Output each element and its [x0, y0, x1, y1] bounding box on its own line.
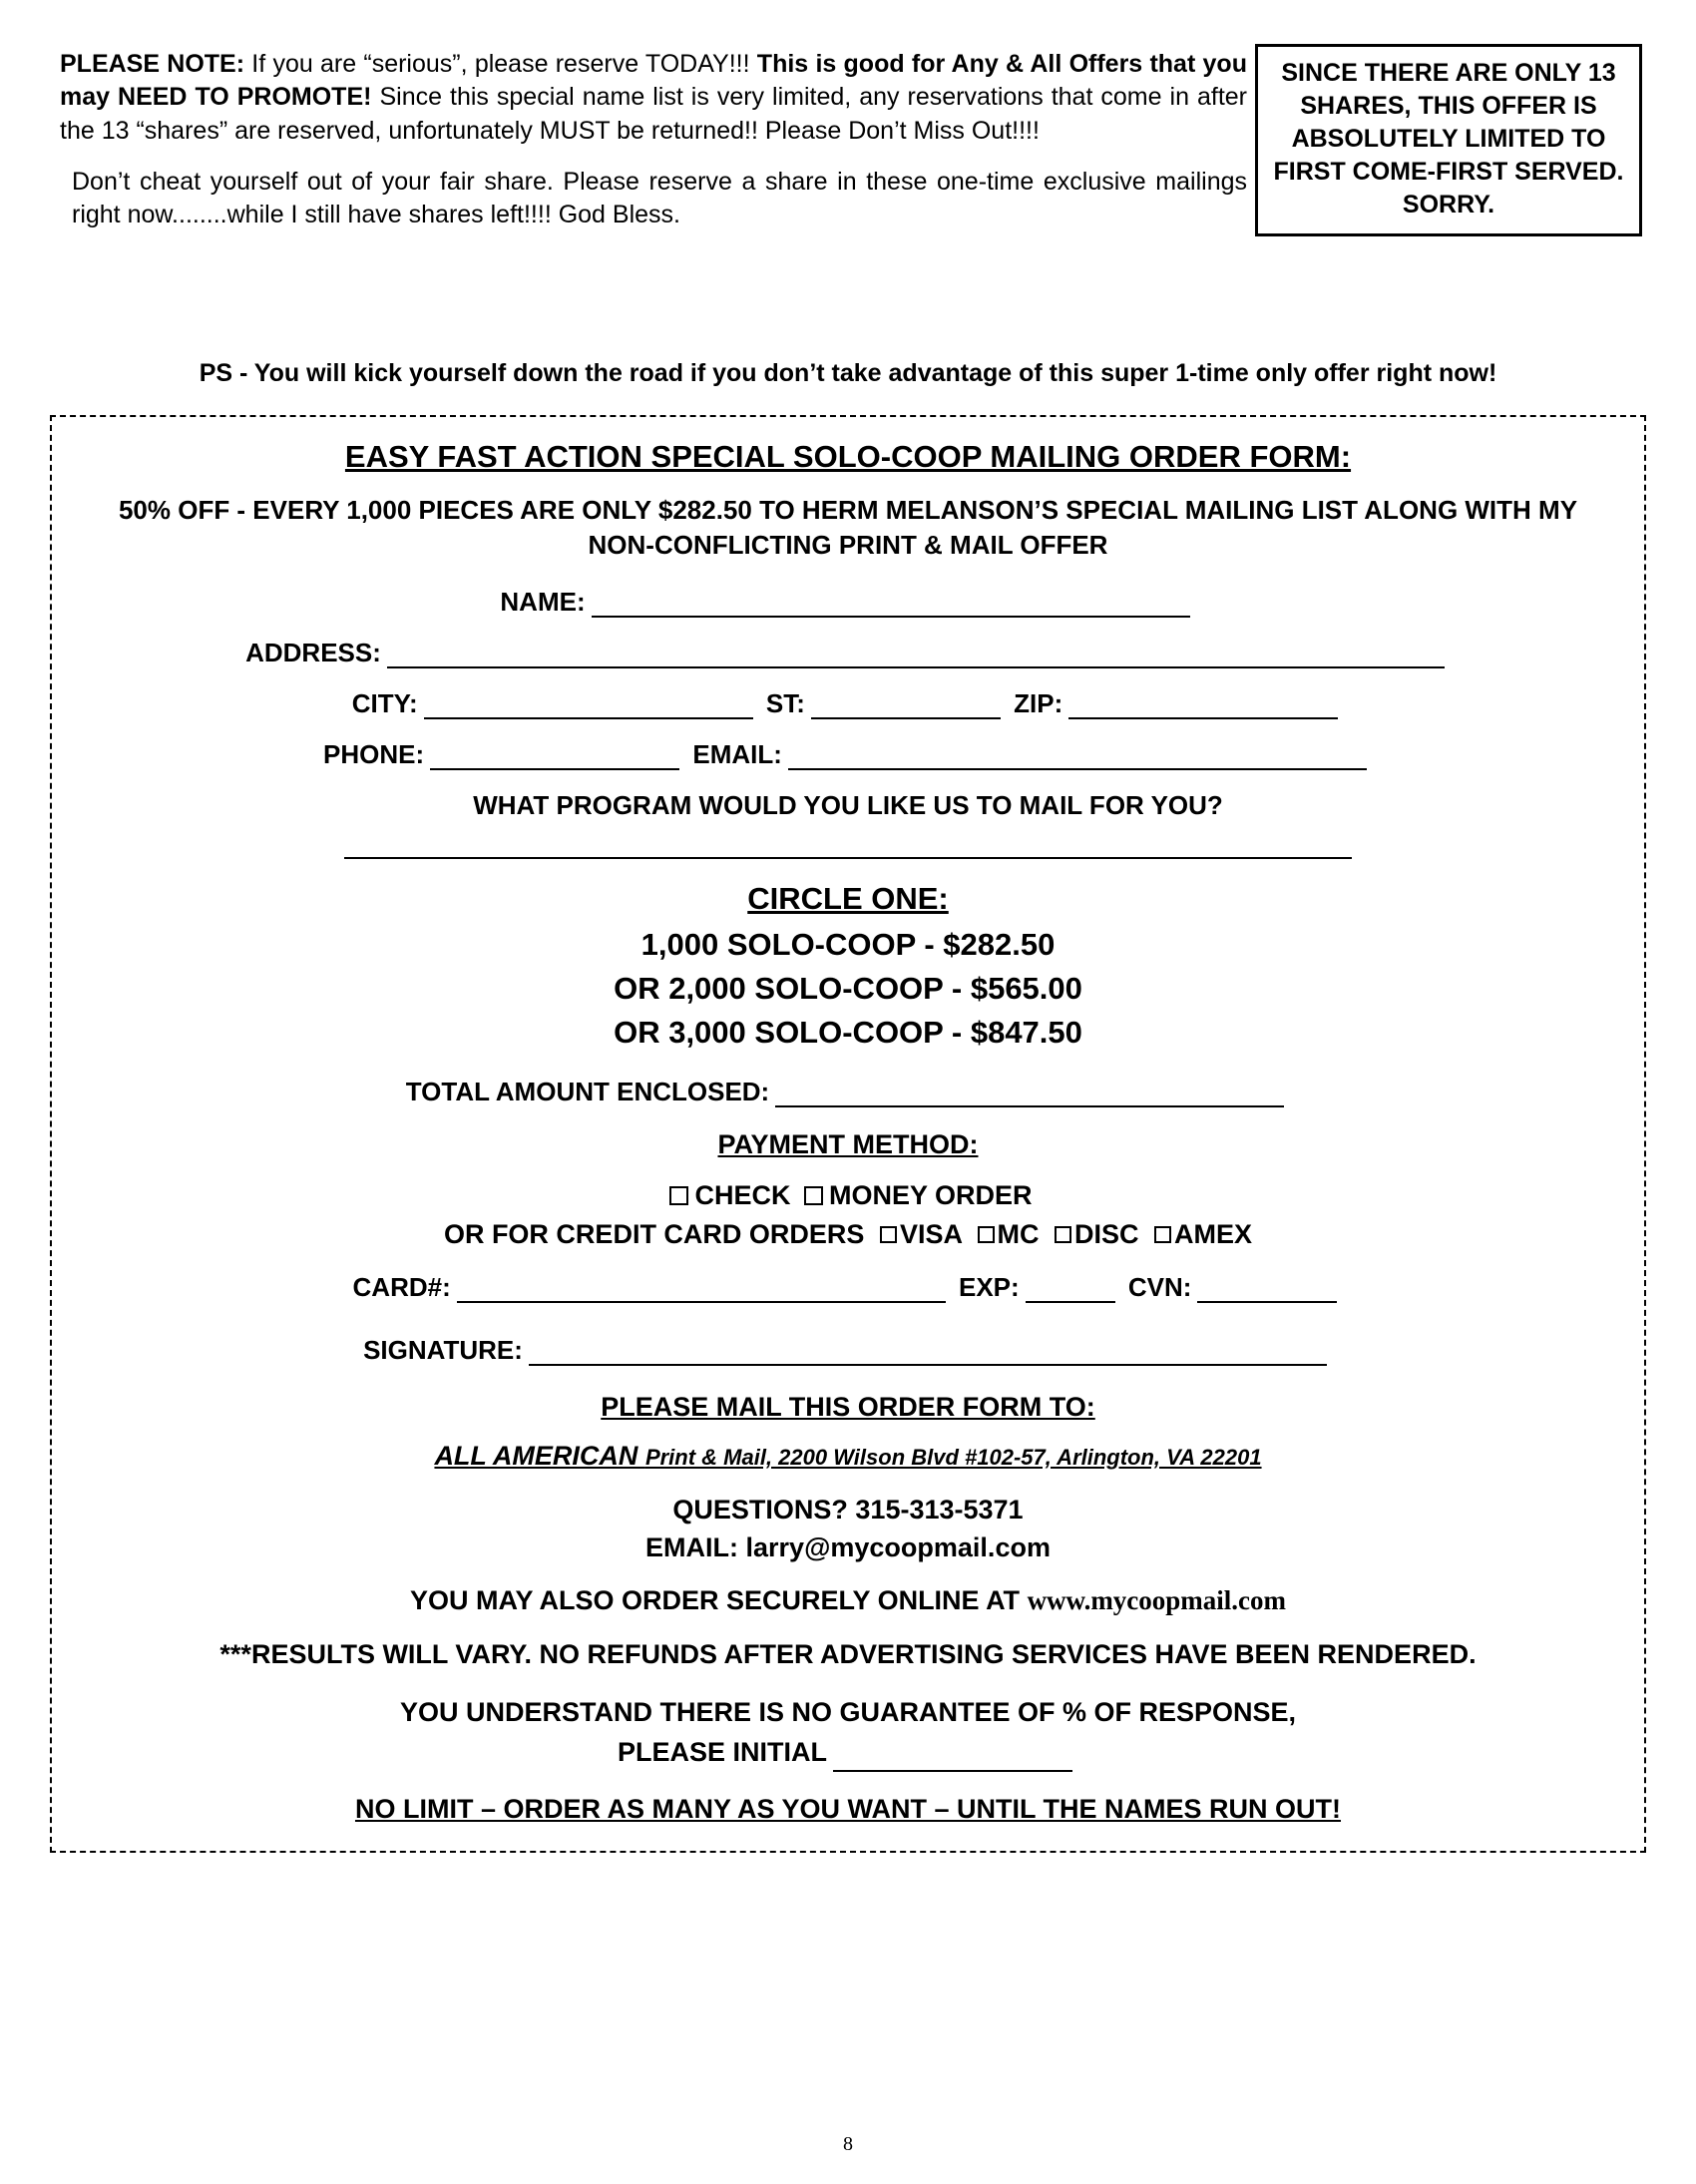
address-input[interactable] — [387, 645, 1445, 668]
signature-row — [86, 1335, 1610, 1366]
limited-offer-box: SINCE THERE ARE ONLY 13 SHARES, THIS OFFER IS ABSOLUTELY LIMITED TO FIRST COME-FIRST SERVED. SORRY. — [1255, 44, 1642, 236]
online-prefix: YOU MAY ALSO ORDER SECURELY ONLINE AT — [409, 1584, 1028, 1615]
order-form — [50, 415, 1646, 1853]
intro-text-column — [60, 48, 1247, 231]
zip-label: ZIP: — [1014, 687, 1063, 718]
online-order-line — [86, 1585, 1610, 1616]
program-row — [86, 835, 1610, 859]
zip-input[interactable] — [1068, 695, 1338, 719]
name-input[interactable] — [592, 594, 1190, 618]
exp-input[interactable] — [1026, 1279, 1115, 1303]
phone-input[interactable] — [430, 746, 679, 770]
amex-label: AMEX — [1174, 1218, 1253, 1249]
state-input[interactable] — [811, 695, 1001, 719]
mc-checkbox[interactable] — [978, 1226, 995, 1243]
check-checkbox[interactable] — [669, 1186, 688, 1205]
city-label: CITY: — [351, 687, 418, 718]
mc-label: MC — [997, 1218, 1040, 1249]
price-option-1[interactable]: 1,000 SOLO-COOP - $282.50 — [640, 926, 1056, 962]
intro-paragraph-1-text-1: If you are “serious”, please reserve TODAY!!! — [244, 50, 757, 78]
phone-label: PHONE: — [323, 738, 425, 769]
check-label: CHECK — [694, 1179, 791, 1210]
amex-checkbox[interactable] — [1154, 1226, 1171, 1243]
form-title: EASY FAST ACTION SPECIAL SOLO-COOP MAILING ORDER FORM: — [344, 438, 1352, 474]
price-option-3[interactable]: OR 3,000 SOLO-COOP - $847.50 — [614, 1014, 1082, 1050]
signature-label: SIGNATURE: — [363, 1334, 523, 1365]
intro-paragraph-2: Don’t cheat yourself out of your fair share. Please reserve a share in these one-time exclusive mailings right now........while I still have shares left!!!! God Bless. — [72, 167, 1247, 228]
questions-phone: QUESTIONS? 315-313-5371 — [672, 1494, 1024, 1525]
initial-input[interactable] — [833, 1748, 1072, 1772]
visa-checkbox[interactable] — [880, 1226, 897, 1243]
money-order-label: MONEY ORDER — [829, 1179, 1033, 1210]
cvn-input[interactable] — [1197, 1279, 1337, 1303]
state-label: ST: — [765, 687, 805, 718]
total-label: TOTAL AMOUNT ENCLOSED: — [405, 1076, 770, 1106]
questions-email: EMAIL: larry@mycoopmail.com — [645, 1531, 1051, 1562]
please-note-label: PLEASE NOTE: — [60, 50, 245, 78]
city-state-zip-row — [86, 688, 1610, 719]
address-row — [86, 638, 1610, 668]
address-label: ADDRESS: — [245, 637, 381, 667]
price-option-2[interactable]: OR 2,000 SOLO-COOP - $565.00 — [614, 970, 1082, 1006]
circle-one-block — [86, 881, 1610, 1055]
circle-one-heading: CIRCLE ONE: — [747, 880, 949, 916]
mail-to-address: Print & Mail, 2200 Wilson Blvd #102-57, Arlington, VA 22201 — [644, 1444, 1262, 1470]
money-order-checkbox[interactable] — [804, 1186, 823, 1205]
visa-label: VISA — [899, 1218, 962, 1249]
name-row — [86, 587, 1610, 618]
mail-to-heading: PLEASE MAIL THIS ORDER FORM TO: — [601, 1391, 1095, 1422]
card-details-row — [86, 1272, 1610, 1303]
questions-block — [86, 1492, 1610, 1567]
initial-row — [86, 1733, 1610, 1772]
program-input[interactable] — [344, 835, 1352, 859]
online-url[interactable]: www.mycoopmail.com — [1027, 1584, 1287, 1615]
disc-label: DISC — [1074, 1218, 1139, 1249]
cvn-label: CVN: — [1127, 1271, 1192, 1302]
intro-section — [60, 48, 1636, 347]
page-number: 8 — [843, 2133, 853, 2155]
credit-card-prefix: OR FOR CREDIT CARD ORDERS — [443, 1218, 865, 1249]
guarantee-line: YOU UNDERSTAND THERE IS NO GUARANTEE OF % OF RESPONSE, — [399, 1697, 1297, 1728]
results-disclaimer: ***RESULTS WILL VARY. NO REFUNDS AFTER ADVERTISING SERVICES HAVE BEEN RENDERED. — [219, 1638, 1477, 1669]
email-input[interactable] — [788, 746, 1367, 770]
mailing-address — [86, 1441, 1610, 1472]
ps-line: PS - You will kick yourself down the road if you don’t take advantage of this super 1-time only offer right now! — [199, 359, 1497, 387]
signature-input[interactable] — [529, 1342, 1327, 1366]
card-number-label: CARD#: — [352, 1271, 451, 1302]
card-number-input[interactable] — [457, 1279, 946, 1303]
intro-paragraph-1-bold-2: This is good for Any & All Offers that you may NEED TO PROMOTE! — [60, 50, 1247, 112]
mail-to-company: ALL AMERICAN — [434, 1440, 645, 1471]
no-limit-line: NO LIMIT – ORDER AS MANY AS YOU WANT – UNTIL THE NAMES RUN OUT! — [354, 1793, 1342, 1824]
offer-line: 50% OFF - EVERY 1,000 PIECES ARE ONLY $282.50 TO HERM MELANSON’S SPECIAL MAILING LIST ALONG WITH MY NON-CONFLICTING PRINT & MAIL OFFER — [118, 494, 1578, 560]
credit-card-options-row — [86, 1219, 1610, 1250]
email-label: EMAIL: — [692, 738, 782, 769]
payment-options-row — [86, 1180, 1610, 1211]
payment-method-heading: PAYMENT METHOD: — [717, 1128, 979, 1159]
guarantee-block — [86, 1693, 1610, 1771]
intro-paragraph-1 — [60, 48, 1247, 148]
phone-email-row — [86, 739, 1610, 770]
program-question-label: WHAT PROGRAM WOULD YOU LIKE US TO MAIL FOR YOU? — [473, 789, 1223, 820]
name-label: NAME: — [500, 586, 586, 617]
total-input[interactable] — [775, 1084, 1284, 1107]
exp-label: EXP: — [958, 1271, 1020, 1302]
disc-checkbox[interactable] — [1055, 1226, 1071, 1243]
intro-paragraph-1-text-2: Since this special name list is very limited, any reservations that come in after the 13 “shares” are reserved, unfortunately MUST be returned!! Please Don’t Miss Out!!!! — [60, 83, 1247, 145]
city-input[interactable] — [424, 695, 753, 719]
please-initial-label: PLEASE INITIAL — [617, 1736, 827, 1767]
total-row — [86, 1077, 1610, 1107]
